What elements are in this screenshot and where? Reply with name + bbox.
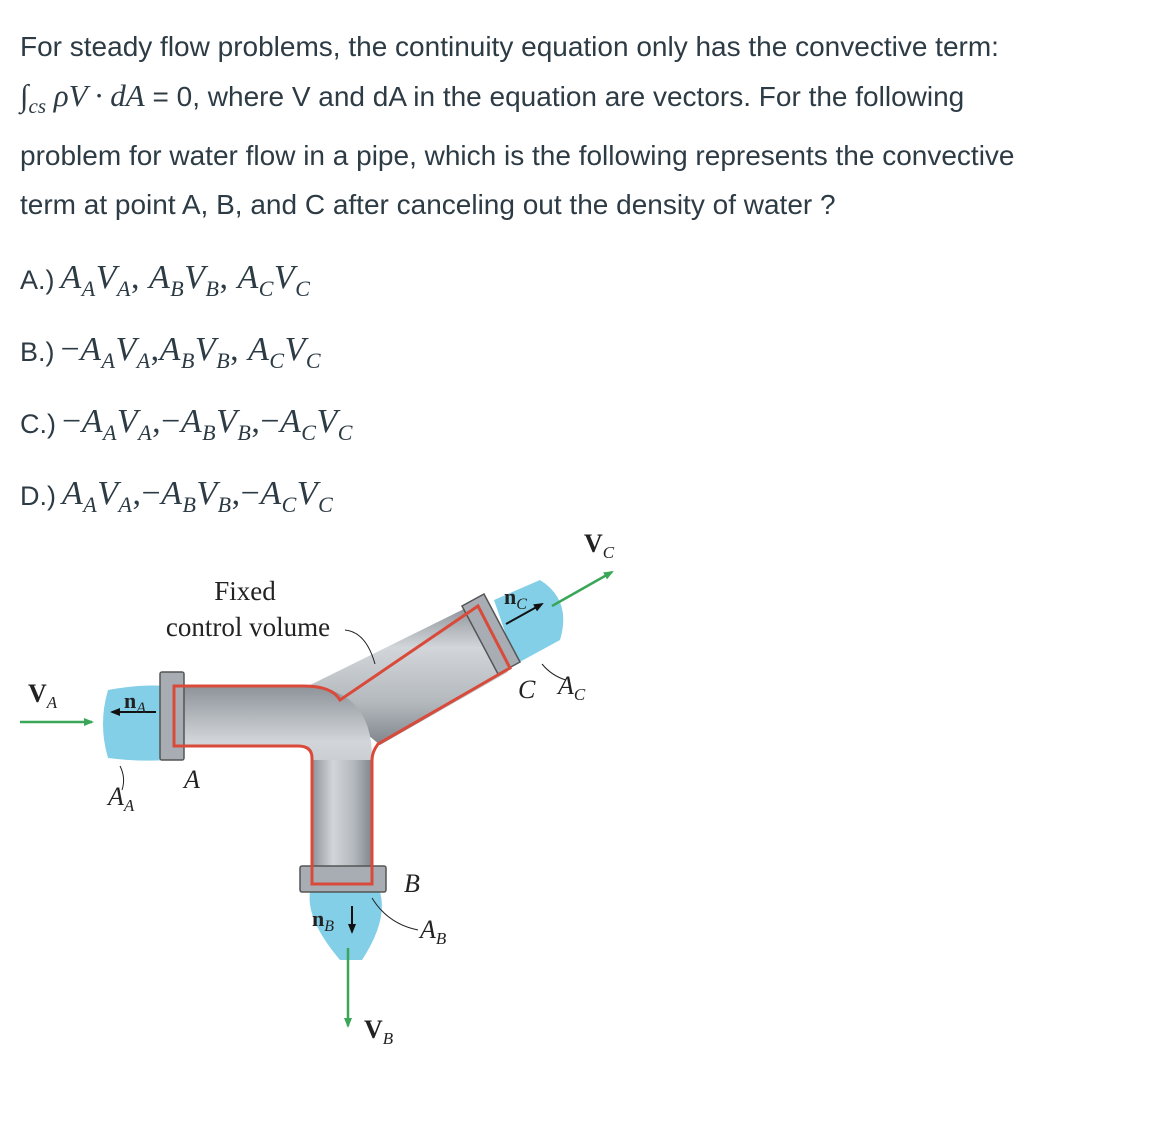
point-a-label: A (184, 765, 200, 794)
ab-label: $A_B$ (420, 915, 447, 948)
integral-symbol: $\int_{cs}$ (20, 78, 46, 119)
option-term: $-A_AV_A$ (60, 330, 151, 373)
term-sign: − (60, 330, 81, 368)
pipe-vertical (312, 760, 372, 872)
integrand: ρV · dA (53, 78, 145, 113)
va-label: $V_A$ (28, 679, 58, 712)
area-subscript: A (83, 491, 98, 517)
vb-label: $V_B$ (364, 1015, 394, 1048)
term-separator: , (152, 402, 162, 440)
area-subscript: B (182, 491, 197, 517)
integral-subscript: cs (28, 94, 46, 119)
area-subscript: C (301, 419, 317, 445)
term-separator: , (231, 474, 241, 512)
velocity-subscript: C (337, 419, 353, 445)
option-term: $A_CV_C$ (237, 258, 311, 301)
velocity-subscript: B (205, 275, 220, 301)
question-line-2-rest: = 0, where V and dA in the equation are vectors. For the following (144, 81, 965, 112)
velocity-subscript: B (217, 491, 232, 517)
term-sign: − (161, 402, 181, 440)
option-term: $A_BV_B$ (148, 258, 220, 301)
question-line-4: term at point A, B, and C after canceling out the density of water ? (20, 189, 836, 221)
option-term: $-A_BV_B$ (141, 474, 232, 517)
term-separator: , (230, 330, 249, 368)
option-label: B.) (20, 336, 55, 367)
ac-label: $A_C$ (558, 671, 586, 704)
term-separator: , (132, 474, 142, 512)
area-subscript: C (258, 275, 274, 301)
term-sign: − (260, 402, 280, 440)
vc-arrow (552, 572, 612, 606)
option-term: $A_CV_C$ (248, 330, 322, 373)
term-separator: , (130, 258, 149, 296)
nc-label: $n_C$ (504, 584, 527, 613)
fixed-label: Fixed (214, 576, 276, 606)
velocity-subscript: B (237, 419, 252, 445)
velocity-subscript: B (216, 347, 231, 373)
option-term: $A_AV_A$ (60, 258, 131, 301)
option-term: $A_AV_A$ (62, 474, 133, 517)
option-label: C.) (20, 408, 56, 439)
area-subscript: B (170, 275, 185, 301)
area-subscript: A (81, 275, 96, 301)
option-term: $-A_AV_A$ (62, 402, 153, 445)
option-term: $-A_BV_B$ (161, 402, 252, 445)
term-sign: − (141, 474, 162, 512)
term-separator: , (219, 258, 238, 296)
term-sign: − (240, 474, 261, 512)
velocity-subscript: A (117, 275, 131, 301)
nb-label: $n_B$ (312, 906, 335, 935)
velocity-subscript: C (305, 347, 322, 373)
option-label: D.) (20, 480, 56, 511)
point-c-label: C (518, 675, 536, 704)
na-label: $n_A$ (124, 688, 147, 717)
velocity-subscript: C (318, 491, 334, 517)
option-term: $-A_CV_C$ (260, 402, 353, 445)
term-separator: , (150, 330, 160, 368)
velocity-subscript: C (295, 275, 311, 301)
point-b-label: B (404, 869, 420, 898)
area-subscript: B (202, 419, 217, 445)
velocity-subscript: A (136, 347, 151, 373)
term-sign: − (62, 402, 82, 440)
velocity-subscript: A (118, 491, 133, 517)
option-term: $-A_CV_C$ (240, 474, 334, 517)
area-subscript: C (281, 491, 297, 517)
area-subscript: A (102, 419, 117, 445)
area-subscript: A (101, 347, 116, 373)
question-line-3: problem for water flow in a pipe, which is the following represents the convective (20, 140, 1015, 172)
question-line-1: For steady flow problems, the continuity equation only has the convective term: (20, 31, 999, 62)
term-separator: , (251, 402, 261, 440)
area-subscript: B (180, 347, 195, 373)
aa-label: $A_A$ (108, 782, 135, 815)
option-term: $A_BV_B$ (159, 330, 231, 373)
option-label: A.) (20, 264, 55, 295)
velocity-subscript: A (138, 419, 153, 445)
control-volume-label: control volume (165, 612, 331, 642)
area-subscript: C (269, 347, 285, 373)
vc-label: $V_C$ (584, 529, 615, 562)
